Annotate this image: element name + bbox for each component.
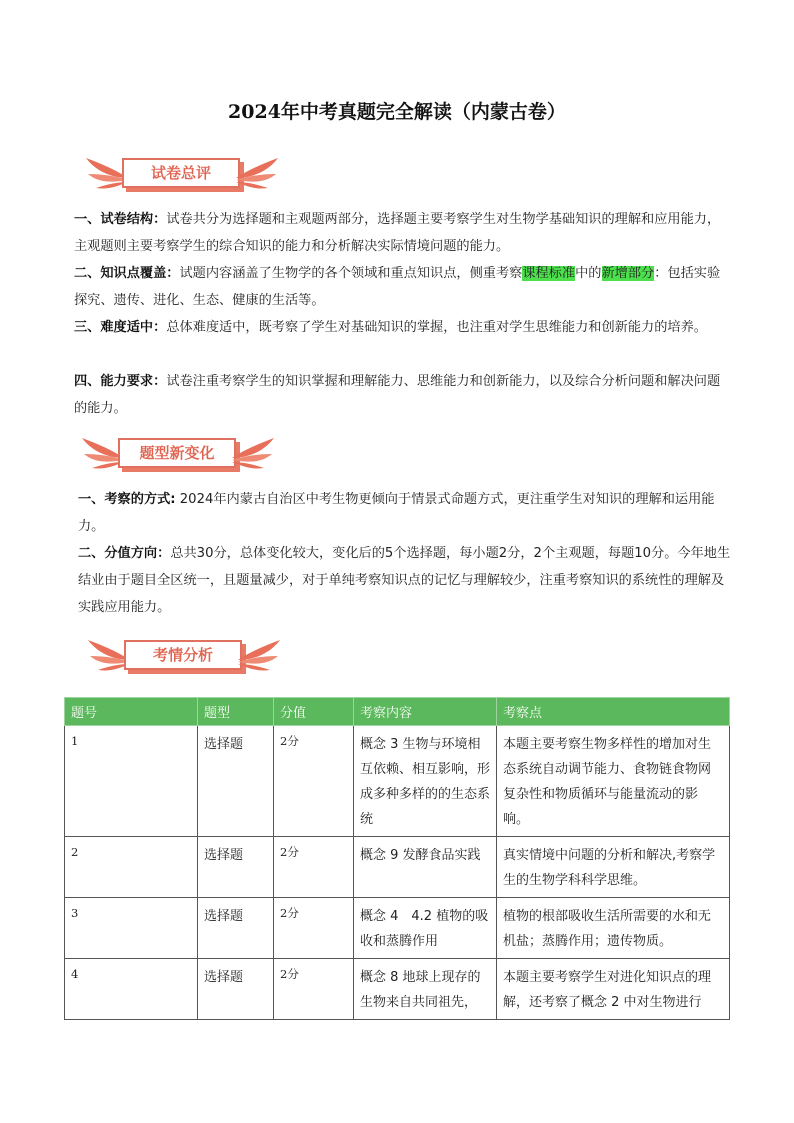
change-item <box>78 540 734 621</box>
table-cell: 4 <box>65 959 198 1020</box>
overview-text: 总体难度适中，既考察了学生对基础知识的掌握，也注重对学生思维能力和创新能力的培养。 <box>166 320 707 335</box>
overview-label: 一、试卷结构： <box>74 212 167 227</box>
overview-item <box>74 368 724 422</box>
section-heading: 试卷总评 <box>122 158 240 188</box>
table-cell: 2分 <box>274 837 354 898</box>
table-cell: 概念 9 发酵食品实践 <box>354 837 497 898</box>
table-cell: 选择题 <box>198 726 274 837</box>
overview-text: 试卷注重考察学生的知识掌握和理解能力、思维能力和创新能力，以及综合分析问题和解决问题的能力。 <box>74 374 721 416</box>
page-title: 2024年中考真题完全解读（内蒙古卷） <box>228 101 566 123</box>
table-row <box>65 898 730 959</box>
overview-text: ：包括实验探究、遗传、进化、生态、健康的生活等。 <box>74 266 721 308</box>
table-cell: 3 <box>65 898 198 959</box>
section-badge-analysis <box>84 634 284 674</box>
overview-item <box>74 314 724 341</box>
table-header-cell: 分值 <box>274 698 354 726</box>
table-header-cell: 题号 <box>65 698 198 726</box>
table-cell: 1 <box>65 726 198 837</box>
table-cell: 植物的根部吸收生活所需要的水和无机盐；蒸腾作用；遗传物质。 <box>497 898 730 959</box>
overview-label: 三、难度适中： <box>74 320 167 335</box>
section-badge-changes <box>78 432 278 472</box>
section-heading: 题型新变化 <box>118 438 236 468</box>
table-cell: 选择题 <box>198 837 274 898</box>
overview-text: 中的 <box>575 266 602 281</box>
table-row <box>65 726 730 837</box>
exam-analysis-table <box>64 697 730 1020</box>
table-header-cell: 考察点 <box>497 698 730 726</box>
overview-item <box>74 260 724 314</box>
overview-label: 四、能力要求： <box>74 374 167 389</box>
section-badge-overview <box>82 152 282 192</box>
table-cell: 2分 <box>274 898 354 959</box>
overview-item <box>74 206 724 260</box>
highlight-text: 新增部分 <box>601 266 655 281</box>
leaf-ornament-icon <box>234 152 282 192</box>
table-cell: 概念 4 4.2 植物的吸收和蒸腾作用 <box>354 898 497 959</box>
change-label: 一、考察的方式: <box>78 492 176 507</box>
table-cell: 真实情境中问题的分析和解决,考察学生的生物学科科学思维。 <box>497 837 730 898</box>
table-cell: 2分 <box>274 959 354 1020</box>
change-text: 总共30分，总体变化较大，变化后的5个选择题，每小题2分，2个主观题，每题10分。今年地生结业由于题目全区统一，且题量减少，对于单纯考察知识点的记忆与理解较少，注重考察知识的系统性的理解及实践应用能力。 <box>78 546 731 615</box>
table-cell: 2分 <box>274 726 354 837</box>
overview-text: 试题内容涵盖了生物学的各个领域和重点知识点，侧重考察 <box>179 266 523 281</box>
change-label: 二、分值方向： <box>78 546 171 561</box>
overview-text: 试卷共分为选择题和主观题两部分，选择题主要考察学生对生物学基础知识的理解和应用能力，主观题则主要考察学生的综合知识的能力和分析解决实际情境问题的能力。 <box>74 212 721 254</box>
change-item <box>78 486 730 540</box>
table-header-cell: 考察内容 <box>354 698 497 726</box>
table-row <box>65 959 730 1020</box>
leaf-ornament-icon <box>236 634 284 674</box>
table-cell: 选择题 <box>198 959 274 1020</box>
section-heading: 考情分析 <box>124 640 242 670</box>
table-row <box>65 837 730 898</box>
table-header-cell: 题型 <box>198 698 274 726</box>
overview-label: 二、知识点覆盖： <box>74 266 180 281</box>
table-cell: 本题主要考察生物多样性的增加对生态系统自动调节能力、食物链食物网复杂性和物质循环与能量流动的影响。 <box>497 726 730 837</box>
leaf-ornament-icon <box>230 432 278 472</box>
table-cell: 概念 3 生物与环境相互依赖、相互影响，形成多种多样的的生态系统 <box>354 726 497 837</box>
table-cell: 概念 8 地球上现存的生物来自共同祖先， <box>354 959 497 1020</box>
highlight-text: 课程标准 <box>522 266 576 281</box>
table-cell: 2 <box>65 837 198 898</box>
table-cell: 选择题 <box>198 898 274 959</box>
table-cell: 本题主要考察学生对进化知识点的理解，还考察了概念 2 中对生物进行 <box>497 959 730 1020</box>
table-header-row <box>65 698 730 726</box>
change-text: 2024年内蒙古自治区中考生物更倾向于情景式命题方式，更注重学生对知识的理解和运用能力。 <box>78 492 715 534</box>
